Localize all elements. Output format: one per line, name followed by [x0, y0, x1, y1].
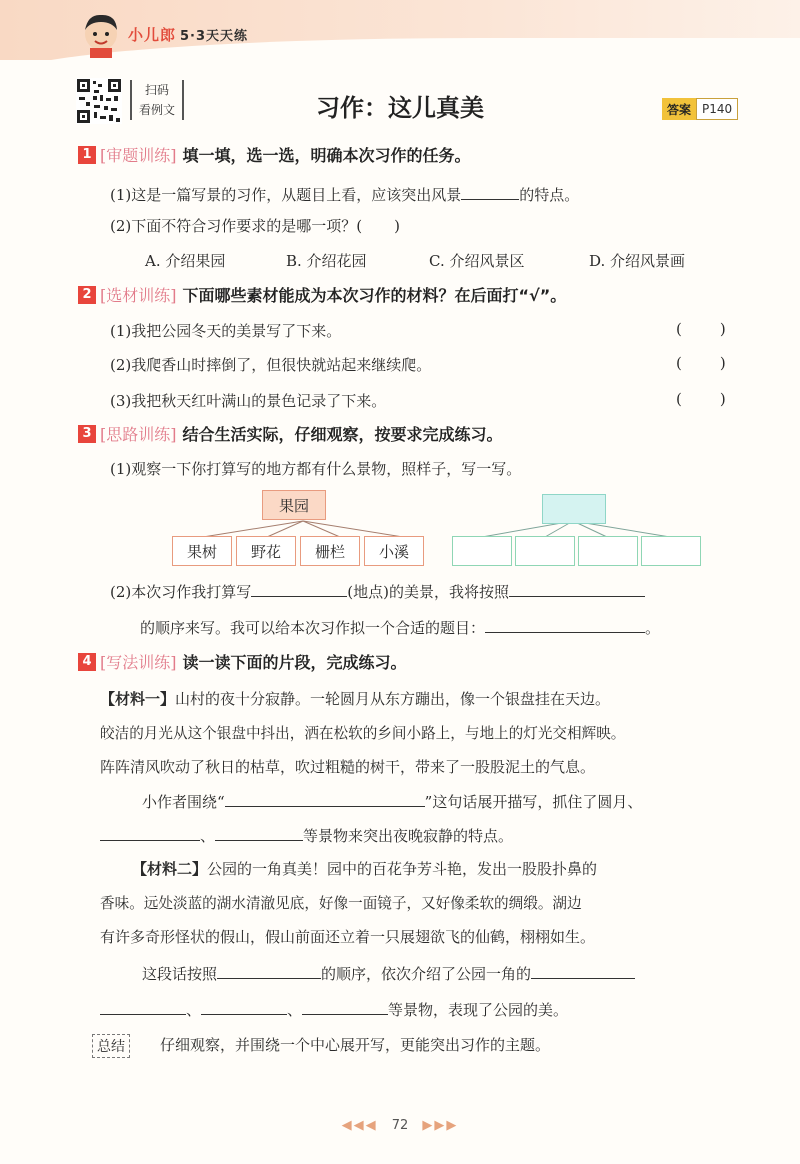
mascot-icon: [76, 8, 126, 58]
section-1-option-a[interactable]: A. 介绍果园: [145, 252, 226, 270]
section-1-heading: 1 [审题训练] 填一填，选一选，明确本次习作的任务。: [78, 143, 471, 166]
material-2-question-line-2: 、 、 等景物，表现了公园的美。: [100, 998, 568, 1020]
m1-sentence-blank[interactable]: [225, 790, 425, 807]
diagram-leaf-3: 栅栏: [300, 536, 360, 566]
summary-text: 仔细观察，并围绕一个中心展开写，更能突出习作的主题。: [160, 1036, 551, 1054]
section-3-heading: 3 [思路训练] 结合生活实际，仔细观察，按要求完成练习。: [78, 422, 503, 445]
section-2-item-2: (2)我爬香山时摔倒了，但很快就站起来继续爬。: [110, 356, 432, 374]
section-1-option-c[interactable]: C. 介绍风景区: [429, 252, 525, 270]
blank-root-box[interactable]: [542, 494, 606, 524]
blank-leaf-1[interactable]: [452, 536, 512, 566]
section-3-q1: (1)观察一下你打算写的地方都有什么景物，照样子，写一写。: [110, 460, 522, 478]
right-arrows-icon: ▶▶▶: [422, 1118, 459, 1133]
section-2-item-1: (1)我把公园冬天的美景写了下来。: [110, 322, 342, 340]
diagram-root-box: 果园: [262, 490, 326, 520]
section-2-heading: 2 [选材训练] 下面哪些素材能成为本次习作的材料？在后面打“√”。: [78, 283, 566, 306]
material-1-question-line-2: 、 等景物来突出夜晚寂静的特点。: [100, 824, 513, 846]
diagram-leaf-2: 野花: [236, 536, 296, 566]
checkbox-paren-2[interactable]: ( ): [676, 354, 726, 372]
diagram-leaf-4: 小溪: [364, 536, 424, 566]
section-1-option-d[interactable]: D. 介绍风景画: [589, 252, 686, 270]
blank-leaf-2[interactable]: [515, 536, 575, 566]
section-1-q1: (1)这是一篇写景的习作，从题目上看，应该突出风景 的特点。: [110, 183, 579, 205]
material-2-line-1: 【材料二】公园的一角真美！园中的百花争芳斗艳，发出一股股扑鼻的: [132, 860, 598, 878]
order-blank[interactable]: [509, 580, 645, 597]
answer-tag[interactable]: 答案 P140: [662, 98, 738, 120]
blank-leaf-4[interactable]: [641, 536, 701, 566]
m2-scene-blank-1[interactable]: [531, 962, 635, 979]
section-3-q2-line2: 的顺序来写。我可以给本次习作拟一个合适的题目： 。: [140, 616, 660, 638]
left-arrows-icon: ◀◀◀: [341, 1118, 378, 1133]
brand-logo: 小儿郎 5·3天天练: [128, 26, 249, 44]
m2-scene-blank-3[interactable]: [201, 998, 287, 1015]
diagram-leaf-1: 果树: [172, 536, 232, 566]
page-number: 72: [391, 1118, 409, 1133]
answer-blank[interactable]: [461, 183, 519, 200]
section-3-q2-line1: (2)本次习作我打算写 (地点)的美景，我将按照: [110, 580, 645, 602]
material-1-question-line-1: 小作者围绕“ ”这句话展开描写，抓住了圆月、: [142, 790, 642, 812]
section-1-option-b[interactable]: B. 介绍花园: [286, 252, 367, 270]
title-blank[interactable]: [485, 616, 645, 633]
m2-scene-blank-2[interactable]: [100, 998, 186, 1015]
summary-tag: 总结: [92, 1034, 130, 1058]
checkbox-paren-3[interactable]: ( ): [676, 390, 726, 408]
page-title: 习作：这儿真美: [316, 94, 484, 122]
blank-leaf-3[interactable]: [578, 536, 638, 566]
m1-scene-blank-1[interactable]: [100, 824, 200, 841]
material-1-line-2: 皎洁的月光从这个银盘中抖出，洒在松软的乡间小路上，与地上的灯光交相辉映。: [100, 725, 626, 742]
scan-label: 扫码 看例文: [130, 80, 184, 120]
material-2-line-2: 香味。远处淡蓝的湖水清澈见底，好像一面镜子，又好像柔软的绸缎。湖边: [100, 895, 582, 912]
material-2-question-line-1: 这段话按照 的顺序，依次介绍了公园一角的: [142, 962, 635, 984]
material-2-line-3: 有许多奇形怪状的假山，假山前面还立着一只展翅欲飞的仙鹤，栩栩如生。: [100, 928, 596, 946]
material-1-line-3: 阵阵清风吹动了秋日的枯草，吹过粗糙的树干，带来了一股股泥土的气息。: [100, 758, 596, 776]
section-1-q2: (2)下面不符合习作要求的是哪一项？( ): [110, 217, 400, 235]
page-footer: [0, 1118, 800, 1133]
section-4-heading: 4 [写法训练] 读一读下面的片段，完成练习。: [78, 650, 407, 673]
place-blank[interactable]: [251, 580, 347, 597]
section-2-item-3: (3)我把秋天红叶满山的景色记录了下来。: [110, 392, 387, 410]
m1-scene-blank-2[interactable]: [215, 824, 303, 841]
m2-order-blank[interactable]: [217, 962, 321, 979]
m2-scene-blank-4[interactable]: [302, 998, 388, 1015]
checkbox-paren-1[interactable]: ( ): [676, 320, 726, 338]
material-1-line-1: 【材料一】山村的夜十分寂静。一轮圆月从东方蹦出，像一个银盘挂在天边。: [100, 690, 611, 708]
